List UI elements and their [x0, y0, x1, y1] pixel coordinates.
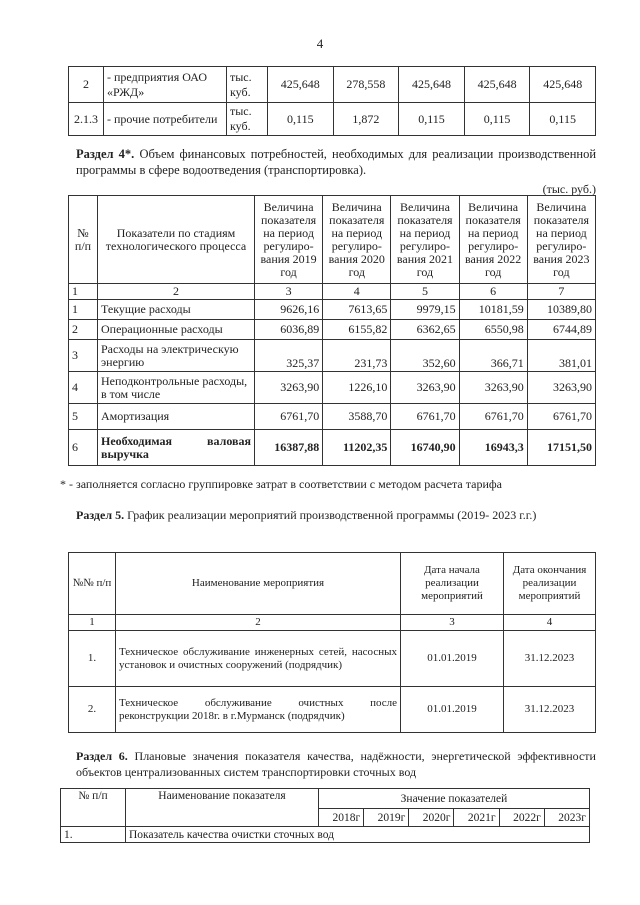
year-header: 2023г — [544, 809, 589, 827]
table-row — [69, 67, 596, 103]
row-value: 1226,10 — [323, 372, 391, 404]
row-value: 6761,70 — [459, 404, 527, 430]
section5-label: Раздел 5. — [76, 508, 125, 522]
row-end-date: 31.12.2023 — [504, 687, 596, 733]
row-name: Показатель качества очистки сточных вод — [126, 827, 590, 843]
col-number: 4 — [323, 284, 391, 300]
table-row — [69, 631, 596, 687]
row-value: 3588,70 — [323, 404, 391, 430]
section5-title: График реализации мероприятий производственной программы (2019- 2023 г.г.) — [127, 508, 537, 522]
row-value: 6362,65 — [391, 320, 459, 340]
year-header: 2019г — [364, 809, 409, 827]
table-row — [69, 300, 596, 320]
row-value: 9979,15 — [391, 300, 459, 320]
table-row — [69, 340, 596, 372]
row-name: Расходы на электрическую энергию — [98, 340, 255, 372]
row-value: 16943,3 — [459, 430, 527, 466]
row-name: Неподконтрольные расходы, в том числе — [98, 372, 255, 404]
col-header: Величина показателя на период регулиро-вания 2021 год — [391, 196, 459, 284]
row-start-date: 01.01.2019 — [401, 631, 504, 687]
schedule-table — [68, 552, 596, 733]
section4-heading — [76, 146, 596, 178]
year-header: 2022г — [499, 809, 544, 827]
col-header: Дата окончания реализации мероприятий — [504, 553, 596, 615]
row-num: 2. — [69, 687, 116, 733]
table-row — [61, 827, 590, 843]
row-num: 2.1.3 — [69, 103, 104, 136]
col-header: Величина показателя на период регулиро-вания 2022 год — [459, 196, 527, 284]
section4-title: Объем финансовых потребностей, необходимых для реализации производственной программы в сфере водоотведения (транспортировка). — [76, 147, 597, 177]
row-value: 0,115 — [464, 103, 530, 136]
row-start-date: 01.01.2019 — [401, 687, 504, 733]
table-header-row — [61, 789, 590, 809]
col-header: Дата начала реализации мероприятий — [401, 553, 504, 615]
row-name: Амортизация — [98, 404, 255, 430]
section6-label: Раздел 6. — [76, 749, 128, 763]
row-value: 0,115 — [530, 103, 596, 136]
row-value: 278,558 — [333, 67, 399, 103]
row-value: 3263,90 — [527, 372, 595, 404]
row-value: 16740,90 — [391, 430, 459, 466]
row-value: 10181,59 — [459, 300, 527, 320]
section6-heading — [76, 748, 596, 780]
quality-table — [60, 788, 590, 843]
col-number: 2 — [98, 284, 255, 300]
row-num: 2 — [69, 67, 104, 103]
col-header: Значение показателей — [319, 789, 590, 809]
table-row — [69, 404, 596, 430]
row-value: 352,60 — [391, 340, 459, 372]
col-number: 7 — [527, 284, 595, 300]
col-number: 1 — [69, 615, 116, 631]
col-number: 4 — [504, 615, 596, 631]
section6-title: Плановые значения показателя качества, надёжности, энергетической эффективности объектов централизованных систем транспортировки сточных вод — [76, 749, 596, 779]
row-name: Техническое обслуживание инженерных сетей, насосных установок и очистных сооружений (подрядчик) — [116, 631, 401, 687]
col-number: 3 — [401, 615, 504, 631]
table-row — [69, 687, 596, 733]
colnum-row — [69, 615, 596, 631]
row-num: 4 — [69, 372, 98, 404]
row-num: 1 — [69, 300, 98, 320]
row-name: Необходимая валовая выручка — [98, 430, 255, 466]
row-num: 1. — [69, 631, 116, 687]
row-name: Текущие расходы — [98, 300, 255, 320]
col-header: Величина показателя на период регулиро-вания 2023 год — [527, 196, 595, 284]
col-header: Наименование показателя — [126, 789, 319, 827]
row-value: 6036,89 — [255, 320, 323, 340]
table-row — [69, 103, 596, 136]
table-row — [69, 320, 596, 340]
row-value: 17151,50 — [527, 430, 595, 466]
row-value: 7613,65 — [323, 300, 391, 320]
row-num: 1. — [61, 827, 126, 843]
row-name: - прочие потребители — [104, 103, 227, 136]
year-header: 2020г — [409, 809, 454, 827]
row-value: 381,01 — [527, 340, 595, 372]
row-value: 6550,98 — [459, 320, 527, 340]
row-value: 425,648 — [464, 67, 530, 103]
col-header: Показатели по стадиям технологического процесса — [98, 196, 255, 284]
row-value: 0,115 — [399, 103, 465, 136]
row-value: 231,73 — [323, 340, 391, 372]
row-unit: тыс. куб. — [227, 67, 268, 103]
continuation-table — [68, 66, 596, 136]
row-unit: тыс. куб. — [227, 103, 268, 136]
row-value: 10389,80 — [527, 300, 595, 320]
row-value: 3263,90 — [391, 372, 459, 404]
col-number: 6 — [459, 284, 527, 300]
table-row-total — [69, 430, 596, 466]
year-header: 2021г — [454, 809, 499, 827]
col-header: Величина показателя на период регулиро-вания 2019 год — [255, 196, 323, 284]
row-value: 16387,88 — [255, 430, 323, 466]
colnum-row — [69, 284, 596, 300]
row-value: 6744,89 — [527, 320, 595, 340]
row-num: 5 — [69, 404, 98, 430]
row-value: 3263,90 — [255, 372, 323, 404]
row-name: Техническое обслуживание очистных после реконструкции 2018г. в г.Мурманск (подрядчик) — [116, 687, 401, 733]
row-name: - предприятия ОАО «РЖД» — [104, 67, 227, 103]
col-number: 3 — [255, 284, 323, 300]
finance-table — [68, 195, 596, 466]
section5-heading — [76, 508, 596, 523]
row-value: 6761,70 — [255, 404, 323, 430]
col-header: Наименование мероприятия — [116, 553, 401, 615]
row-value: 366,71 — [459, 340, 527, 372]
section4-footnote: * - заполняется согласно группировке затрат в соответствии с методом расчета тарифа — [60, 477, 502, 491]
row-value: 1,872 — [333, 103, 399, 136]
row-value: 0,115 — [268, 103, 334, 136]
row-end-date: 31.12.2023 — [504, 631, 596, 687]
table-row — [69, 372, 596, 404]
row-value: 6761,70 — [391, 404, 459, 430]
row-num: 6 — [69, 430, 98, 466]
col-header: №№ п/п — [69, 553, 116, 615]
row-value: 11202,35 — [323, 430, 391, 466]
section4-label: Раздел 4*. — [76, 147, 135, 161]
row-value: 325,37 — [255, 340, 323, 372]
row-num: 2 — [69, 320, 98, 340]
row-value: 6155,82 — [323, 320, 391, 340]
col-header: № п/п — [61, 789, 126, 827]
row-value: 9626,16 — [255, 300, 323, 320]
row-name: Операционные расходы — [98, 320, 255, 340]
col-number: 5 — [391, 284, 459, 300]
col-number: 1 — [69, 284, 98, 300]
row-value: 425,648 — [399, 67, 465, 103]
row-value: 425,648 — [530, 67, 596, 103]
page-number: 4 — [316, 36, 324, 51]
year-header: 2018г — [319, 809, 364, 827]
col-header: № п/п — [69, 196, 98, 284]
section4-unit: (тыс. руб.) — [542, 182, 596, 196]
table-header-row — [69, 553, 596, 615]
row-value: 3263,90 — [459, 372, 527, 404]
table-header-row — [69, 196, 596, 284]
col-header: Величина показателя на период регулиро-вания 2020 год — [323, 196, 391, 284]
col-number: 2 — [116, 615, 401, 631]
row-num: 3 — [69, 340, 98, 372]
row-value: 425,648 — [268, 67, 334, 103]
row-value: 6761,70 — [527, 404, 595, 430]
